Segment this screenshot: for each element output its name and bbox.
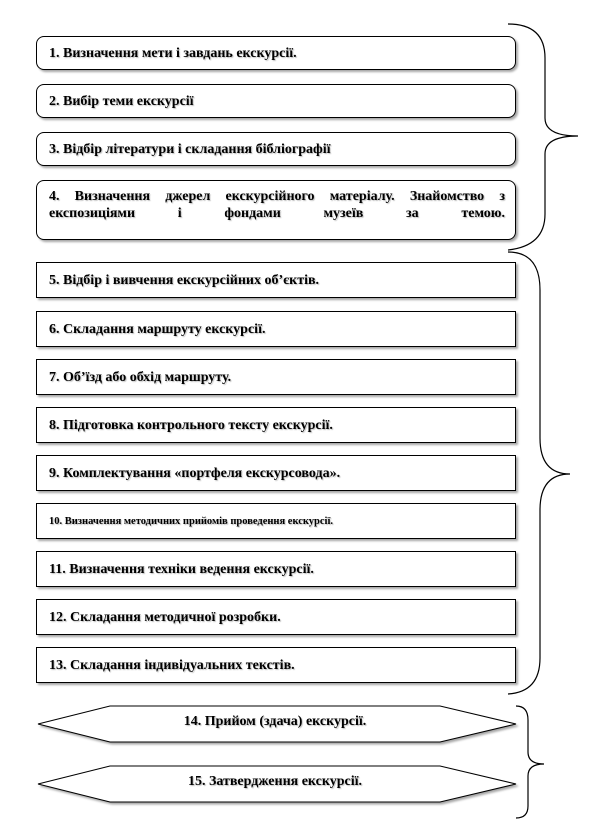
- step-4-label: 4. Визначення джерел екскурсійного матеріалу. Знайомство з експозиціями і фондами музеїв за темою.: [49, 189, 505, 221]
- step-12-label: 12. Складання методичної розробки.: [49, 609, 281, 625]
- step-6-label: 6. Складання маршруту екскурсії.: [49, 321, 266, 337]
- step-14-label: 14. Прийом (здача) екскурсії.: [183, 714, 367, 729]
- step-10-label: 10. Визначення методичних прийомів проведення екскурсії.: [49, 515, 333, 527]
- step-15-label: 15. Затвердження екскурсії.: [187, 774, 363, 789]
- step-2-label: 2. Вибір теми екскурсії: [49, 93, 194, 109]
- brace-stage-1: [508, 24, 578, 250]
- step-11-label: 11. Визначення техніки ведення екскурсії.: [49, 561, 314, 577]
- step-9-label: 9. Комплектування «портфеля екскурсовода».: [49, 465, 341, 481]
- step-13-label: 13. Складання індивідуальних текстів.: [49, 657, 295, 673]
- step-5-label: 5. Відбір і вивчення екскурсійних об’єктів.: [49, 272, 320, 288]
- step-8-label: 8. Підготовка контрольного тексту екскурсії.: [49, 417, 333, 433]
- step-1-label: 1. Визначення мети і завдань екскурсії.: [49, 45, 297, 61]
- step-3-label: 3. Відбір літератури і складання бібліографії: [49, 141, 331, 157]
- step-7-label: 7. Об’їзд або обхід маршруту.: [49, 369, 232, 385]
- brace-stage-2: [508, 252, 570, 694]
- brace-stage-3: [516, 706, 544, 818]
